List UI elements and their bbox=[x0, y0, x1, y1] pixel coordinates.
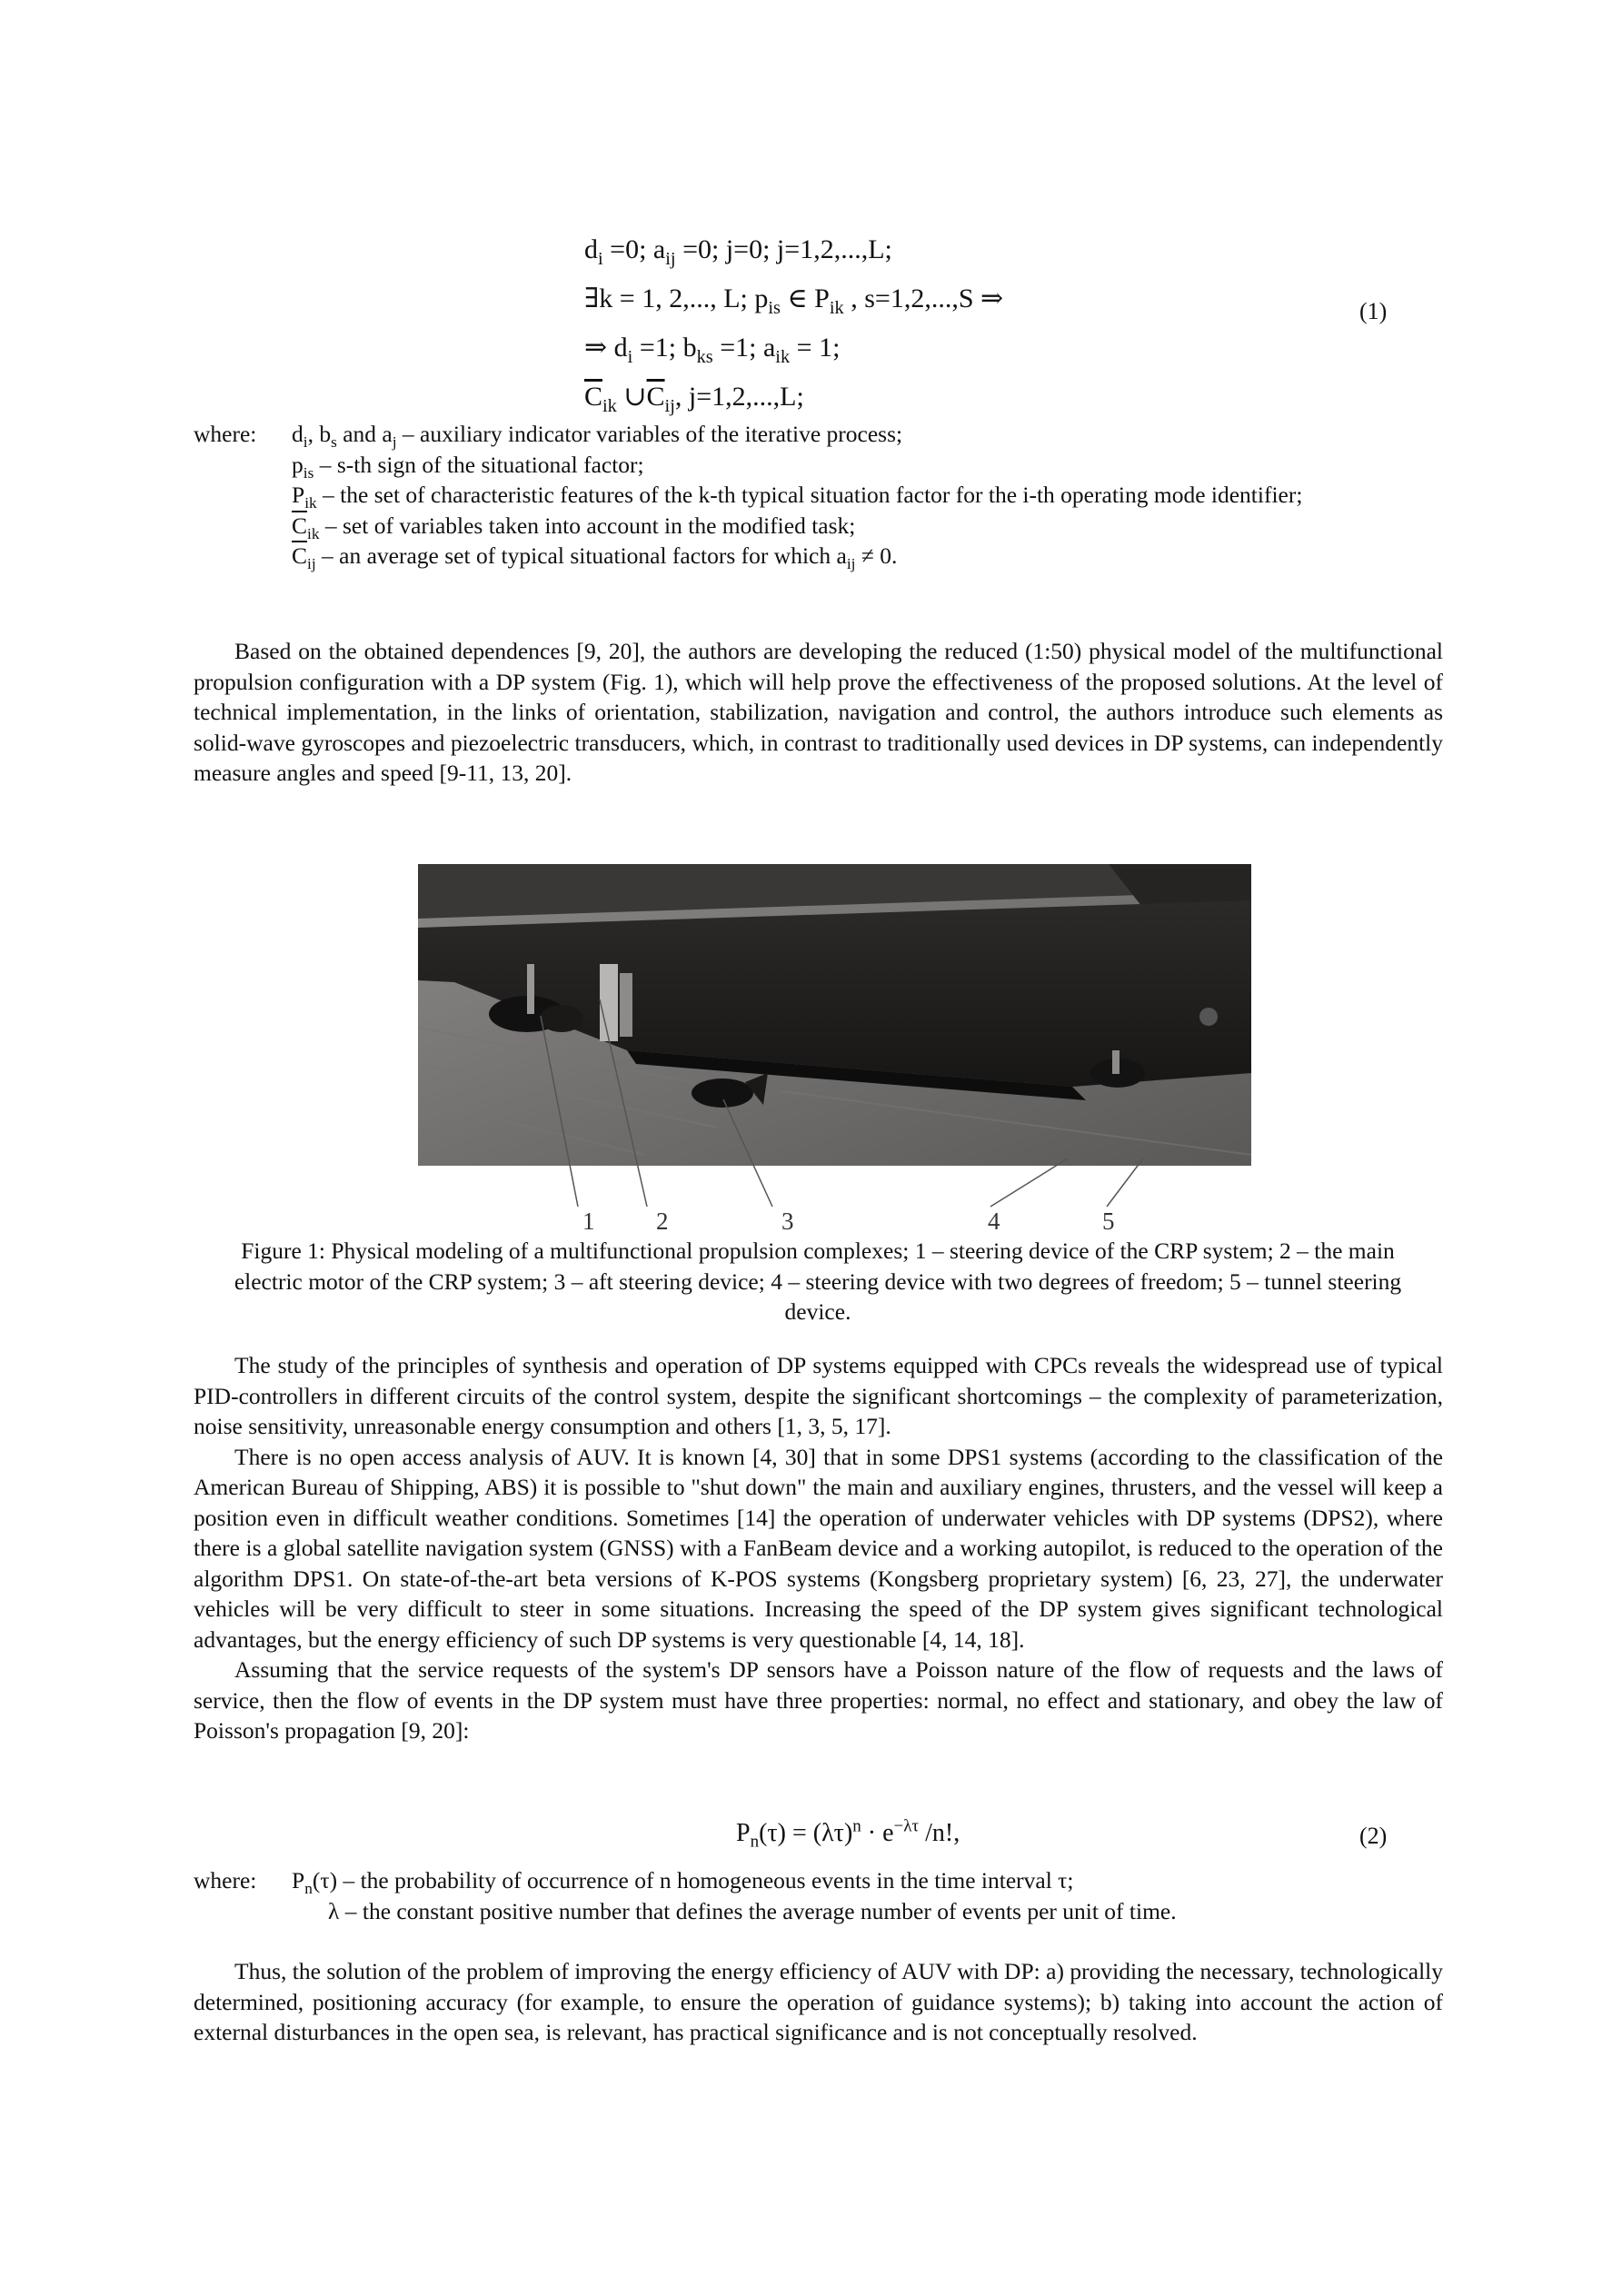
where-item: $P_{ik}$ – the set of characteristic features of the k-th typical situation factor for the i-th operating mode identifier; bbox=[292, 482, 1303, 512]
where-label: where: bbox=[194, 421, 257, 447]
callout-5: 5 bbox=[1102, 1208, 1115, 1235]
paragraph-1: Based on the obtained dependences [9, 20], the authors are developing the reduced (1:50) physical model of the multifunctional propulsion configuration with a DP system (Fig. 1), which will help prove the effectiveness of the proposed solutions. At the level of technical implementation, in the links of orientation, stabilization, navigation and control, the authors introduce such elements as solid-wave gyroscopes and piezoelectric transducers, which, in contrast to traditionally used devices in DP systems, can independently measure angles and speed [9-11, 13, 20]. bbox=[194, 638, 1443, 786]
figure-1-caption: Figure 1: Physical modeling of a multifunctional propulsion complexes; 1 – steering device of the CRP system; 2 – the main electric motor of the CRP system; 3 – aft steering device; 4 – steering device with two degrees of freedom; 5 – tunnel steering device. bbox=[234, 1237, 1402, 1325]
where-item: λ – the constant positive number that defines the average number of events per unit of time. bbox=[328, 1897, 1177, 1924]
where-item: $P_n(\tau)$ – the probability of occurrence of n homogeneous events in the time interval τ; bbox=[292, 1867, 1074, 1898]
equation-1-line-4: $\overline{C}_{ik}$ $\cup\overline{C}_{ij}$, j=1,2,...,L; bbox=[584, 382, 804, 416]
equation-2: $P_n(\tau) = (\lambda\tau)^n \cdot e^{-\lambda\tau}$ /n!, bbox=[736, 1816, 960, 1852]
paragraph-2: The study of the principles of synthesis and operation of DP systems equipped with CPCs reveals the widespread use of typical PID-controllers in different circuits of the control system, despite the significant shortcomings – the complexity of parameterization, noise sensitivity, unreasonable energy consumption and others [1, 3, 5, 17]. bbox=[194, 1352, 1443, 1439]
callout-2: 2 bbox=[656, 1208, 669, 1235]
where-block-2 bbox=[194, 1865, 1443, 1926]
where-item: $\overline{C}_{ik}$ – set of variables taken into account in the modified task; bbox=[292, 512, 856, 542]
where-item: $p_{is} - s-th$ sign of the situational factor; bbox=[292, 451, 644, 482]
where-item: $\overline{C}_{ij}$ – an average set of typical situational factors for which $a_{ij} \ne 0$. bbox=[292, 542, 898, 573]
equation-1-line-3: ⇒ $d_i =1$; $b_{ks} =1$; $a_{ik} = 1$; bbox=[584, 333, 841, 367]
callout-4: 4 bbox=[988, 1208, 1000, 1235]
paragraph-5: Thus, the solution of the problem of improving the energy efficiency of AUV with DP: a) providing the necessary, technologically determined, positioning accuracy (for example, to ensure the operation of guidance systems); b) taking into account the action of external disturbances in the open sea, is relevant, has practical significance and is not conceptually resolved. bbox=[194, 1958, 1443, 2045]
equation-1-number: (1) bbox=[1359, 298, 1388, 324]
paragraph-4: Assuming that the service requests of the system's DP sensors have a Poisson nature of the flow of requests and the laws of service, then the flow of events in the DP system must have three properties: normal, no effect and stationary, and obey the law of Poisson's propagation [9, 20]: bbox=[194, 1656, 1443, 1744]
callout-1: 1 bbox=[582, 1208, 595, 1235]
where-label: where: bbox=[194, 1867, 257, 1893]
where-item: $d_i$, $b_s$ and $a_j$ – auxiliary indicator variables of the iterative process; bbox=[292, 421, 903, 452]
callout-3: 3 bbox=[781, 1208, 794, 1235]
equation-2-number: (2) bbox=[1359, 1823, 1388, 1849]
equation-1-line-2: ∃k = 1, 2,..., L; $p_{is}$ ∈ $P_{ik}$ , s=1,2,...,S ⇒ bbox=[584, 283, 1004, 318]
body-text bbox=[194, 1350, 1443, 1746]
equation-1-line-1: $d_i =0$; $a_{ij} =0$; j=0; j=1,2,...,L; bbox=[584, 234, 892, 269]
paragraph-3: There is no open access analysis of AUV. It is known [4, 30] that in some DPS1 systems (according to the classification of the American Bureau of Shipping, ABS) it is possible to "shut down" the main and auxiliary engines, thrusters, and the vessel will keep a position even in difficult weather conditions. Sometimes [14] the operation of underwater vehicles with DP systems (DPS2), where there is a global satellite navigation system (GNSS) with a FanBeam device and a working autopilot, is reduced to the operation of the algorithm DPS1. On state-of-the-art beta versions of K-POS systems (Kongsberg proprietary system) [6, 23, 27], the underwater vehicles will be very difficult to steer in some situations. Increasing the speed of the DP system gives significant technological advantages, but the energy efficiency of such DP systems is very questionable [4, 14, 18]. bbox=[194, 1443, 1443, 1653]
